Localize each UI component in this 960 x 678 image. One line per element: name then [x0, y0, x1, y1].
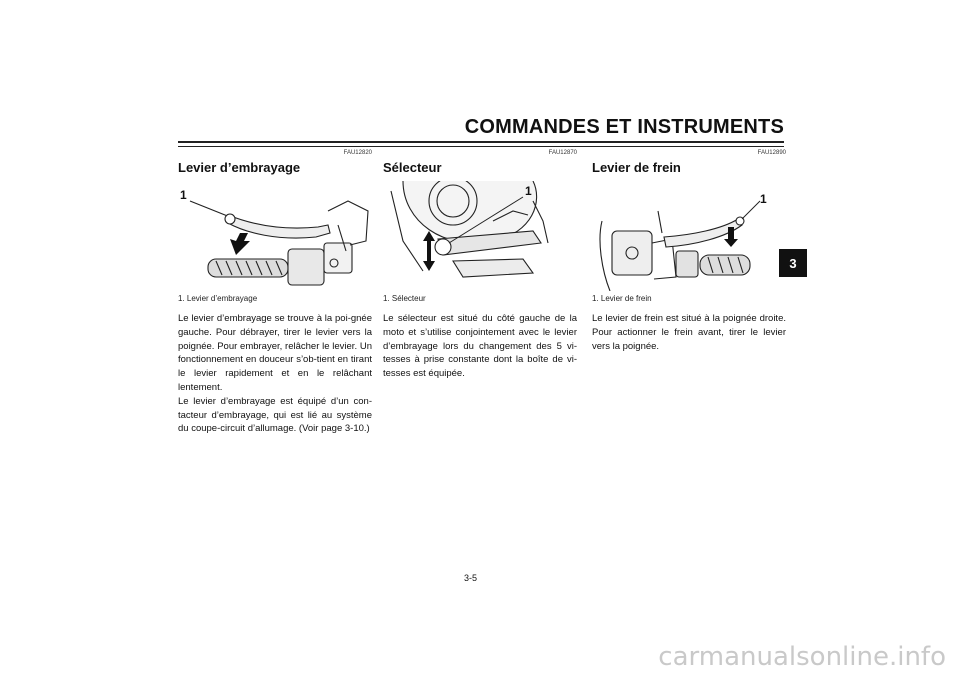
- figure-caption: 1. Levier de frein: [592, 294, 652, 303]
- section-shift-pedal: [383, 150, 577, 381]
- page-number: 3-5: [464, 573, 478, 583]
- section-body: [592, 312, 786, 353]
- section-code: FAU12890: [757, 150, 786, 156]
- figure-caption: 1. Levier d’embrayage: [178, 294, 258, 303]
- page-header-title: COMMANDES ET INSTRUMENTS: [464, 116, 784, 138]
- paragraph: Le levier d’embrayage est équipé d’un con-tacteur d’embrayage, qui est lié au système du coupe-circuit d’allumage. (Voir page 3-10.): [178, 395, 372, 435]
- chapter-tab[interactable]: 3: [779, 249, 807, 277]
- header-rule: [178, 141, 784, 143]
- callout-number: 1: [760, 192, 767, 206]
- paragraph: Le levier de frein est situé à la poignée droite. Pour actionner le frein avant, tirer le levier vers la poignée.: [592, 313, 786, 352]
- figure-caption: 1. Sélecteur: [383, 294, 426, 303]
- section-heading: Levier d’embrayage: [178, 160, 301, 175]
- callout-number: 1: [525, 184, 532, 198]
- section-brake-lever: [592, 150, 786, 353]
- paragraph: Le sélecteur est situé du côté gauche de la moto et s’utilise conjointement avec le levier d’embrayage lors du changement des 5 vi-tesses à prise constante dont la boîte de vi-tesses est équipée.: [383, 313, 577, 380]
- section-body: [383, 312, 577, 381]
- section-heading: Sélecteur: [383, 160, 442, 175]
- header-rule-thin: [178, 146, 784, 147]
- watermark: carmanualsonline.info: [658, 642, 946, 672]
- clutch-lever-illustration: [178, 181, 372, 291]
- callout-number: 1: [180, 188, 187, 202]
- section-body: [178, 312, 372, 436]
- section-code: FAU12820: [343, 150, 372, 156]
- paragraph: Le levier d’embrayage se trouve à la poi-gnée gauche. Pour débrayer, tirer le levier vers la poignée. Pour embrayer, relâcher le levier. Un fonctionnement en douceur s’ob-tient en tirant le levier rapidement et en le relâchant lentement.: [178, 313, 372, 393]
- brake-lever-illustration: [592, 181, 786, 291]
- shift-pedal-illustration: [383, 181, 577, 291]
- section-clutch-lever: [178, 150, 372, 436]
- section-heading: Levier de frein: [592, 160, 681, 175]
- section-code: FAU12870: [548, 150, 577, 156]
